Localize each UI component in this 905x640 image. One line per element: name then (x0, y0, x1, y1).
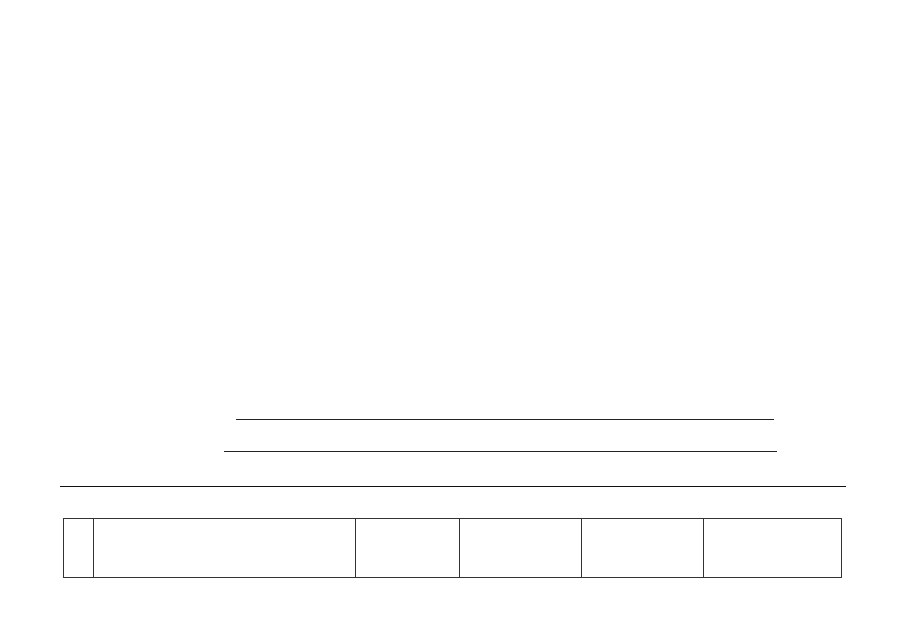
appendix-line (578, 284, 878, 299)
appendix-line (578, 223, 878, 238)
appendix-line (578, 238, 878, 253)
report-table (63, 518, 842, 578)
col-unused-balance-header (582, 519, 704, 578)
appendix-line (578, 254, 878, 269)
appendix-line (578, 269, 878, 284)
appendix-line (578, 315, 878, 330)
appendix-line (578, 331, 878, 346)
appendix-line (578, 177, 878, 192)
col-budget-sum-header (356, 519, 460, 578)
table-header-row (64, 519, 842, 578)
appendix-line (578, 208, 878, 223)
appendix-line (578, 131, 878, 146)
appendix-line (578, 192, 878, 207)
col-expense-name-header (94, 519, 356, 578)
appendix-line (578, 146, 878, 161)
appendix-line (578, 84, 878, 99)
appendix-line (578, 161, 878, 176)
col-actual-used-header (460, 519, 582, 578)
appendix-line (578, 100, 878, 115)
appendix-line (578, 115, 878, 130)
agreement-field[interactable] (224, 439, 777, 452)
appendix-block (578, 69, 878, 346)
activity-line[interactable] (60, 486, 846, 487)
col-number-header (64, 519, 94, 578)
col-documents-header (704, 519, 842, 578)
organization-field[interactable] (236, 407, 774, 420)
appendix-line (578, 300, 878, 315)
appendix-line (578, 69, 878, 84)
